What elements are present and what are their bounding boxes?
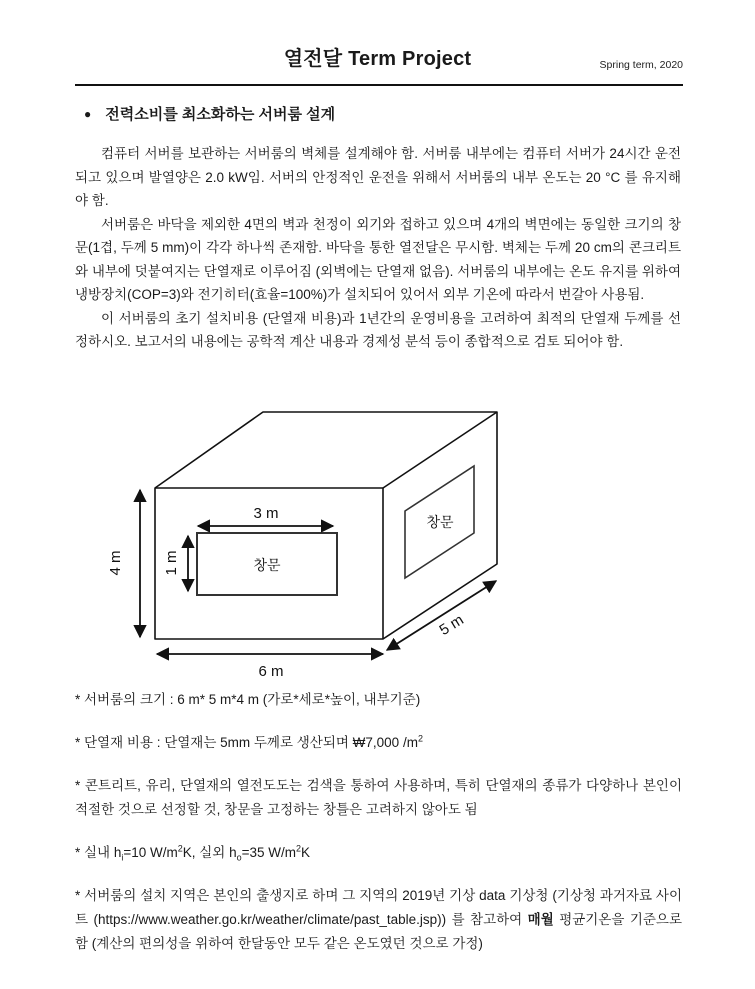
window-height-dimension-label: 1 m <box>163 550 180 576</box>
front-window-label: 창문 <box>253 557 281 573</box>
text-segment: * 단열재 비용 : 단열재는 5mm 두께로 생산되며 ₩7,000 /m <box>75 735 418 750</box>
note-insulation-cost <box>75 731 682 755</box>
problem-statement <box>75 142 681 404</box>
section-heading <box>84 103 684 124</box>
page-title: 열전달 Term Project <box>283 48 472 70</box>
text-segment: i <box>121 852 124 863</box>
text-segment: =35 W/m <box>241 845 297 860</box>
text-segment: 2 <box>417 733 423 744</box>
text-segment: * 콘트리트, 유리, 단열재의 열전도도는 검색을 통하여 사용하며, 특히 단열재의 종류가 다양하나 본인이 적절한 것으로 선정할 것, 창문을 고정하는 창틀은 고려하지 않아도 됨 <box>75 778 682 817</box>
text-segment: 평균기온을 기준으로 함 (계산의 편의성을 위하여 한달동안 모두 같은 온도였던 것으로 가정) <box>75 912 682 951</box>
text-segment: * 실내 h <box>75 845 122 860</box>
box-height-dimension-label: 4 m <box>107 550 124 576</box>
text-segment: o <box>236 852 242 863</box>
text-segment: * 서버룸의 크기 : 6 m* 5 m*4 m (가로*세로*높이, 내부기준) <box>75 692 421 707</box>
text-segment: K, 실외 h <box>182 845 237 860</box>
note-material-conductivity <box>75 774 682 822</box>
text-segment: 매월 <box>527 912 554 927</box>
text-segment: * 서버룸의 설치 지역은 본인의 출생지로 하며 그 지역의 2019년 기상 data 기상청 (기상청 과거자료 사이트 (https://www.weather.go.kr/weather/climate/past_table.jsp)) 를 참고하여 <box>75 888 682 927</box>
paragraph-report-requirements: 이 서버룸의 초기 설치비용 (단열재 비용)과 1년간의 운영비용을 고려하여 최적의 단열재 두께를 선정하시오. 보고서의 내용에는 공학적 계산 내용과 경제성 분석 등이 종합적으로 검토 되어야 함. <box>75 310 681 349</box>
text-segment: 2 <box>177 843 183 854</box>
text-segment: =10 W/m <box>123 845 178 860</box>
window-width-dimension-label: 3 m <box>253 505 279 522</box>
paragraph-design-task: 컴퓨터 서버를 보관하는 서버룸의 벽체를 설계해야 함. 서버룸 내부에는 컴퓨터 서버가 24시간 운전되고 있으며 발열양은 2.0 kW임. 서버의 안정적인 운전을 위해서 서버룸의 내부 온도는 20 °C 를 유지해야 함. <box>75 146 681 208</box>
note-location-weather-data <box>75 884 682 956</box>
section-heading-text: 전력소비를 최소화하는 서버룸 설계 <box>105 106 336 123</box>
box-depth-dimension-label: 5 m <box>436 611 467 640</box>
term-label: Spring term, 2020 <box>599 59 683 71</box>
box-width-dimension-label: 6 m <box>258 663 284 680</box>
paragraph-room-description: 서버룸은 바닥을 제외한 4면의 벽과 천정이 외기와 접하고 있으며 4개의 벽면에는 동일한 크기의 창문(1겹, 두께 5 mm)이 각각 하나씩 존재함. 바닥을 통한 열전달은 무시함. 벽체는 두께 20 cm의 콘크리트와 내부에 덧붙여지는 단열재로 이루어짐 (외벽에는 단열재 없음). 서버룸의 내부에는 온도 유지를 위하여 냉방장치(COP=3)와 전기히터(효율=100%)가 설치되어 있어서 외부 기온에 따라서 번갈아 사용됨. <box>75 216 681 302</box>
side-window-label: 창문 <box>426 514 454 530</box>
header-divider <box>75 84 683 86</box>
server-room-box-drawing <box>90 405 520 695</box>
note-heat-transfer-coefficients <box>75 841 682 865</box>
note-room-size <box>75 688 682 712</box>
server-room-diagram <box>90 405 520 695</box>
bullet-icon: ● <box>84 106 92 121</box>
notes-list <box>75 688 682 975</box>
text-segment: K <box>301 845 311 860</box>
text-segment: 2 <box>296 843 302 854</box>
